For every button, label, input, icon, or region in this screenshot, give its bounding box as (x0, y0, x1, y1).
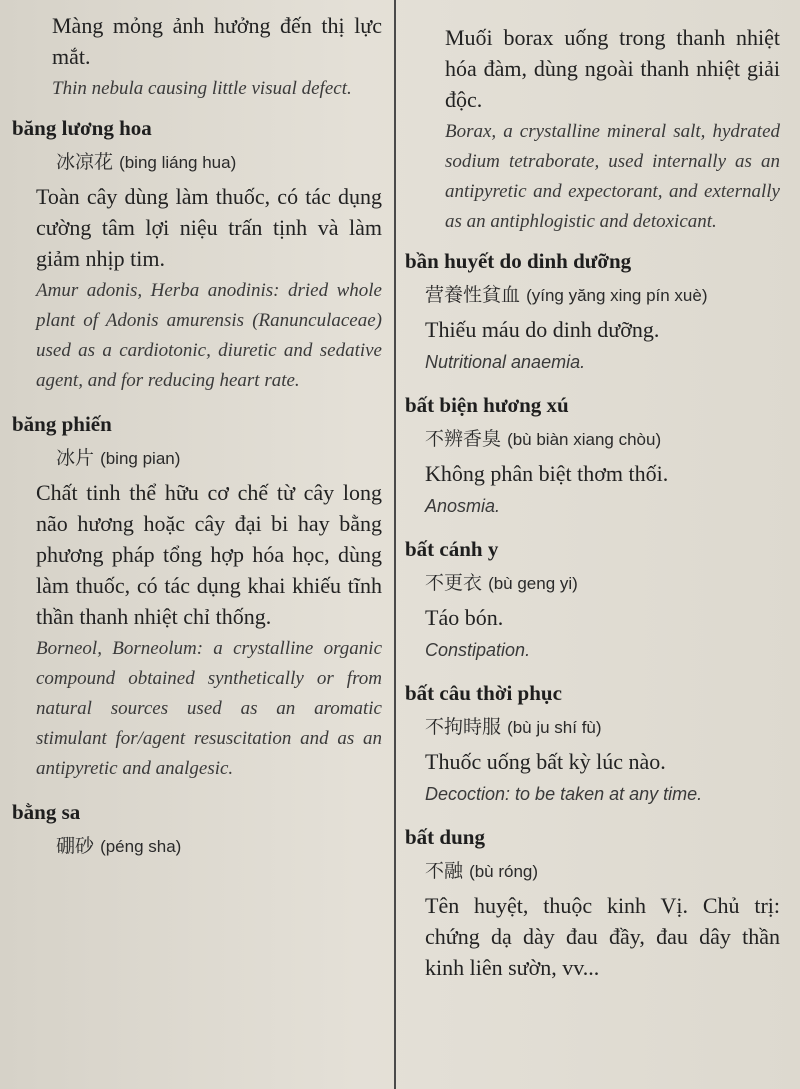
entry-headword: bất cánh y (405, 537, 499, 561)
entry-continuation (405, 22, 780, 237)
english-definition: Nutritional anaemia. (425, 352, 586, 372)
pinyin: (yíng yăng xing pín xuè) (526, 286, 708, 305)
entry-headword: bất dung (405, 825, 485, 849)
vietnamese-definition: Toàn cây dùng làm thuốc, có tác dụng cường tâm lợi niệu trấn tịnh và làm giảm nhịp tim. (36, 184, 382, 271)
vietnamese-definition: Màng mỏng ảnh hưởng đến thị lực mắt. (52, 13, 382, 69)
english-definition: Amur adonis, Herba anodinis: dried whole plant of Adonis amurensis (Ranunculaceae) used as a cardiotonic, diuretic and sedative agent, and for reducing heart rate. (36, 280, 382, 391)
vietnamese-definition: Thuốc uống bất kỳ lúc nào. (425, 749, 666, 774)
entry-continuation (12, 10, 382, 104)
entry-headword: bần huyết do dinh dưỡng (405, 249, 632, 273)
pinyin: (bù geng yi) (488, 574, 578, 593)
right-column (405, 0, 780, 997)
entry-headword: bất câu thời phục (405, 681, 562, 705)
chinese-term: 不拘時服 (bù ju shí fù) (425, 716, 602, 738)
pinyin: (bù biàn xiang chòu) (507, 430, 662, 449)
english-definition: Anosmia. (425, 496, 501, 516)
chinese-term: 硼砂 (péng sha) (56, 835, 182, 857)
entry-headword: băng phiến (12, 412, 112, 436)
chinese-term: 营養性貧血 (yíng yăng xing pín xuè) (425, 284, 708, 306)
english-definition: Constipation. (425, 640, 531, 660)
entry-bat-cau-thoi-phuc (405, 679, 780, 809)
entry-headword: bất biện hương xú (405, 393, 569, 417)
entry-bang-phien (12, 410, 382, 784)
chinese-term: 冰凉花 (bing liáng hua) (56, 151, 237, 173)
pinyin: (péng sha) (100, 837, 182, 856)
pinyin: (bù ju shí fù) (507, 718, 602, 737)
pinyin: (bing pian) (100, 449, 181, 468)
entry-bat-dung (405, 823, 780, 983)
entry-headword: băng lương hoa (12, 116, 152, 140)
entry-bang-luong-hoa (12, 114, 382, 396)
entry-headword: bằng sa (12, 800, 81, 824)
column-divider (394, 0, 396, 1089)
vietnamese-definition: Tên huyệt, thuộc kinh Vị. Chủ trị: chứng dạ dày đau đầy, đau dây thần kinh liên sườn, vv... (425, 893, 780, 980)
chinese-term: 不更衣 (bù geng yi) (425, 572, 578, 594)
pinyin: (bing liáng hua) (119, 153, 237, 172)
vietnamese-definition: Táo bón. (425, 605, 504, 630)
vietnamese-definition: Không phân biệt thơm thối. (425, 461, 669, 486)
chinese-term: 冰片 (bing pian) (56, 447, 181, 469)
entry-bat-canh-y (405, 535, 780, 665)
chinese-term: 不辨香臭 (bù biàn xiang chòu) (425, 428, 662, 450)
entry-ban-huyet-do-dinh-duong (405, 247, 780, 377)
english-definition: Thin nebula causing little visual defect. (52, 78, 352, 99)
english-definition: Borneol, Borneolum: a crystalline organic compound obtained synthetically or from natural sources used as an aromatic stimulant for/agent resuscitation and as an antipyretic and analgesic. (36, 638, 382, 779)
entry-bang-sa (12, 798, 382, 861)
english-definition: Decoction: to be taken at any time. (425, 784, 703, 804)
entry-bat-bien-huong-xu (405, 391, 780, 521)
pinyin: (bù róng) (469, 862, 539, 881)
vietnamese-definition: Muối borax uống trong thanh nhiệt hóa đàm, dùng ngoài thanh nhiệt giải độc. (445, 25, 780, 112)
vietnamese-definition: Thiếu máu do dinh dưỡng. (425, 317, 660, 342)
vietnamese-definition: Chất tinh thể hữu cơ chế từ cây long não hương hoặc cây đại bi hay bằng phương pháp tổng hợp hóa học, dùng làm thuốc, có tác dụng khai khiếu tĩnh thần thanh nhiệt chỉ thống. (36, 480, 382, 629)
left-column (12, 0, 382, 875)
english-definition: Borax, a crystalline mineral salt, hydrated sodium tetraborate, used internally as an antipyretic and expectorant, and externally as an antiphlogistic and detoxicant. (445, 121, 780, 232)
chinese-term: 不融 (bù róng) (425, 860, 539, 882)
